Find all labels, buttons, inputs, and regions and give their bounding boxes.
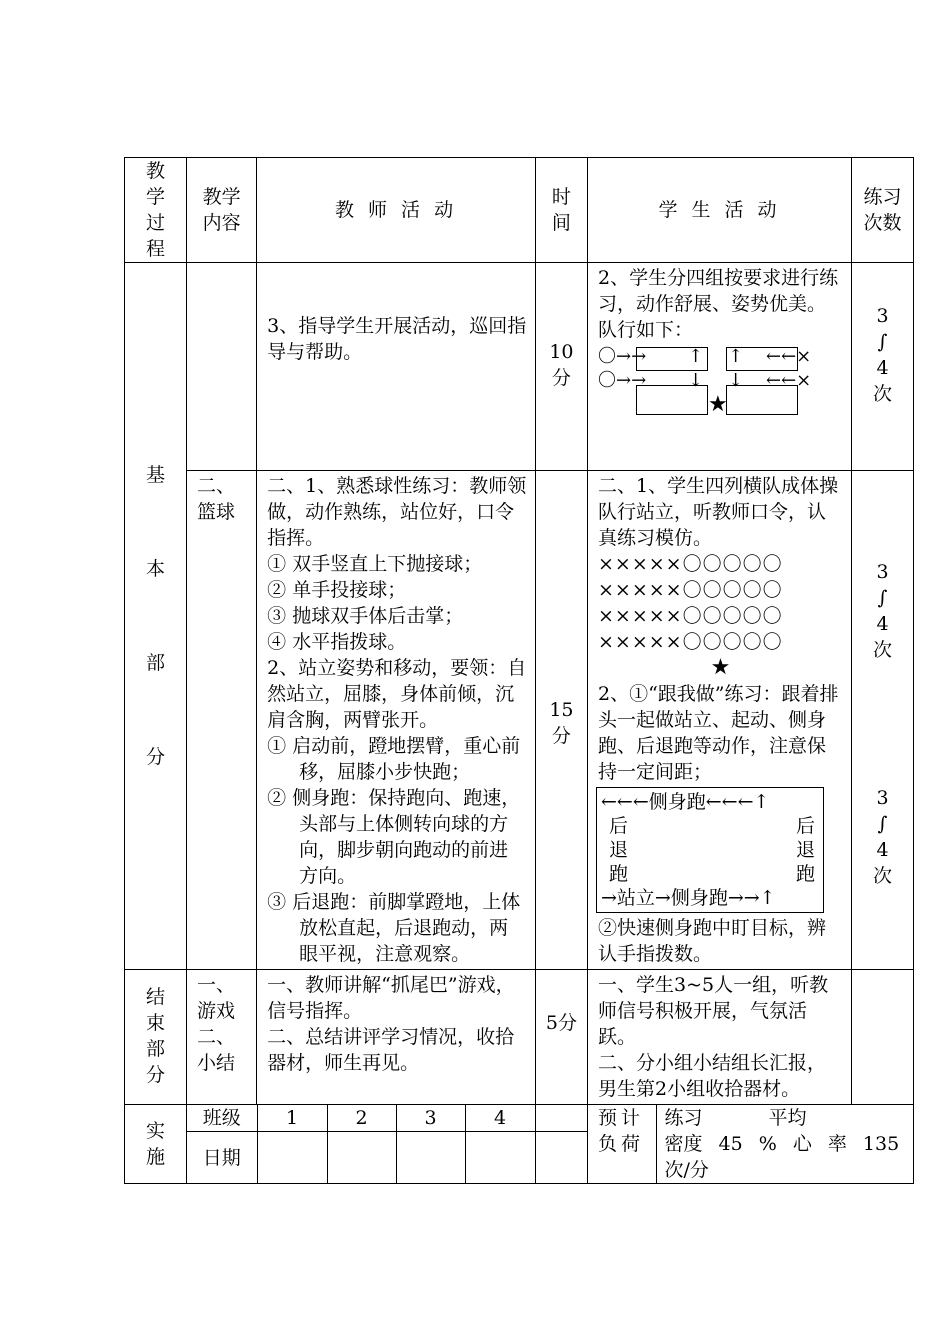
date-cell[interactable] (465, 1132, 535, 1184)
count-char: 3 (876, 787, 889, 809)
diagram-row1-right: ←←× (766, 346, 812, 367)
count-char: ∫ (877, 813, 888, 835)
footer-schedule (187, 1105, 588, 1184)
student-text-3: ②快速侧身跑中盯目标，辨认手指拨数。 (598, 917, 827, 965)
diagram-row1-left: 〇→→ (598, 346, 647, 367)
teacher-item: ④ 水平指拨球。 (267, 631, 407, 653)
main-row1-teacher-text: 3、指导学生开展活动，巡回指导与帮助。 (267, 315, 527, 363)
section-main-label (125, 263, 187, 970)
main-row1-time-text: 10分 (549, 341, 574, 389)
teacher-item: ② 侧身跑：保持跑向、跑速，头部与上体侧转向球的方向，脚步朝向跑动的前进方向。 (267, 787, 521, 887)
main-row2-content-text: 二、篮球 (197, 475, 236, 523)
count-char: 3 (876, 561, 889, 583)
header-count: 练习次数 (852, 158, 914, 263)
main-row2-time (535, 471, 587, 970)
end-label-char: 束 (145, 1012, 165, 1034)
diagram-side-row (601, 814, 819, 838)
count-char: 3 (876, 305, 889, 327)
up-arrow-icon: ↑ (728, 346, 744, 367)
load-text-2: 密度 45 % 心 率 135 (664, 1133, 900, 1155)
diagram-row2-right: ←←× (766, 370, 812, 391)
footer-row (125, 1105, 914, 1184)
diagram-side-right: 跑 (795, 863, 815, 885)
end-content-line: 二、 (197, 1026, 236, 1048)
end-count (852, 970, 914, 1105)
end-content-line: 一、 (197, 974, 236, 996)
class-number: 2 (327, 1105, 396, 1132)
teacher-star-icon: ★ (708, 392, 728, 417)
student-text-2: 2、①“跟我做”练习：跟着排头一起做站立、起动、侧身跑、后退跑等动作，注意保持一定间距； (598, 683, 839, 783)
footer-label-char: 施 (145, 1146, 165, 1168)
end-time (535, 970, 587, 1105)
main-row1-time (535, 263, 587, 471)
end-row (125, 970, 914, 1105)
count-char: 次 (872, 639, 892, 661)
end-teacher-p2: 二、总结讲评学习情况，收拾器材，师生再见。 (267, 1026, 515, 1074)
class-empty (535, 1105, 587, 1132)
formation-row: ×××××〇〇〇〇〇 (598, 631, 783, 653)
up-arrow-icon: ↑ (688, 346, 704, 367)
main-row1-content (187, 263, 257, 471)
main-label-char: 本 (145, 558, 165, 580)
diagram-side-row (601, 862, 819, 886)
footer-load (588, 1105, 914, 1184)
end-student-p2: 二、分小组小结组长汇报，男生第2小组收拾器材。 (598, 1052, 827, 1100)
end-content (187, 970, 257, 1105)
student-intro: 二、1、学生四列横队成体操队行站立，听教师口令，认真练习模仿。 (598, 475, 839, 549)
count-char: 次 (872, 865, 892, 887)
header-student: 学 生 活 动 (588, 158, 852, 263)
main-label-char: 部 (145, 652, 165, 674)
main-label-char: 基 (145, 464, 165, 486)
date-label: 日期 (187, 1132, 257, 1184)
load-label: 预计负荷 (588, 1105, 656, 1183)
section-end-label (125, 970, 187, 1105)
class-number: 1 (257, 1105, 327, 1132)
load-text-1: 练习 平均 (664, 1107, 807, 1129)
formation-row: ×××××〇〇〇〇〇 (598, 605, 783, 627)
main-row-1 (125, 263, 914, 471)
diagram-side-left: 退 (609, 839, 629, 861)
date-cell[interactable] (396, 1132, 465, 1184)
down-arrow-icon: ↓ (688, 370, 704, 391)
load-detail (656, 1105, 913, 1183)
teacher-star-icon: ★ (710, 655, 731, 680)
schedule-table (187, 1105, 587, 1183)
main-row-2 (125, 471, 914, 970)
count-char: 4 (876, 357, 889, 379)
main-row1-count (852, 263, 914, 471)
teacher-intro: 二、1、熟悉球性练习：教师领做，动作熟练，站位好，口令指挥。 (267, 475, 527, 549)
header-content: 教学内容 (187, 158, 257, 263)
main-row1-student-text: 2、学生分四组按要求进行练习，动作舒展、姿势优美。队行如下： (598, 267, 839, 341)
count-char: ∫ (877, 587, 888, 609)
main-row2-count (852, 471, 914, 970)
diagram-side-right: 后 (795, 815, 815, 837)
diagram-bottom: →站立→侧身跑→→↑ (601, 887, 776, 909)
running-diagram (596, 787, 824, 913)
diagram-side-left: 后 (609, 815, 629, 837)
diagram-side-right: 退 (795, 839, 815, 861)
end-teacher (257, 970, 536, 1105)
schedule-date-row (187, 1132, 587, 1184)
down-arrow-icon: ↓ (728, 370, 744, 391)
lesson-plan-table (124, 157, 914, 1184)
teacher-item: ③ 抛球双手体后击掌； (267, 605, 464, 627)
main-row2-student (588, 471, 852, 970)
footer-label (125, 1105, 187, 1184)
load-text-3: 次/分 (664, 1159, 709, 1181)
end-label-char: 部 (145, 1038, 165, 1060)
diagram-top: ←←←侧身跑←←←↑ (601, 791, 770, 813)
teacher-item: ③ 后退跑：前脚掌蹬地，上体放松直起，后退跑动，两眼平视，注意观察。 (267, 891, 521, 965)
formation-row: ×××××〇〇〇〇〇 (598, 579, 783, 601)
count-char: ∫ (877, 331, 888, 353)
end-label-char: 结 (145, 986, 165, 1008)
class-label: 班级 (187, 1105, 257, 1132)
main-label-char: 分 (145, 746, 165, 768)
main-row2-teacher (257, 471, 536, 970)
class-number: 4 (465, 1105, 535, 1132)
footer-label-char: 实 (145, 1120, 165, 1142)
diagram-side-row (601, 838, 819, 862)
count-char: 4 (876, 613, 889, 635)
end-teacher-p1: 一、教师讲解“抓尾巴”游戏，信号指挥。 (267, 974, 515, 1022)
formation-row: ×××××〇〇〇〇〇 (598, 553, 783, 575)
end-student (588, 970, 852, 1105)
teacher-item: ① 启动前，蹬地摆臂，重心前移，屈膝小步快跑； (267, 735, 521, 783)
header-row (125, 158, 914, 263)
formation-diagram-1 (598, 345, 843, 419)
header-process: 教学过程 (125, 158, 187, 263)
schedule-class-row (187, 1105, 587, 1132)
date-cell[interactable] (327, 1132, 396, 1184)
main-row1-teacher (257, 263, 536, 471)
end-content-line: 小结 (197, 1052, 236, 1074)
teacher-item: ② 单手投接球； (267, 579, 407, 601)
count-char: 4 (876, 839, 889, 861)
date-empty (535, 1132, 587, 1184)
end-time-text: 5分 (545, 1012, 577, 1034)
end-label-char: 分 (145, 1064, 165, 1086)
main-row2-content (187, 471, 257, 970)
date-cell[interactable] (257, 1132, 327, 1184)
teacher-item: ① 双手竖直上下抛接球； (267, 553, 483, 575)
end-content-line: 游戏 (197, 1000, 236, 1022)
class-number: 3 (396, 1105, 465, 1132)
count-char: 次 (872, 383, 892, 405)
diagram-row2-left: 〇→→ (598, 370, 647, 391)
end-student-p1: 一、学生3~5人一组，听教师信号积极开展，气氛活跃。 (598, 974, 829, 1048)
teacher-intro-2: 2、站立姿势和移动，要领：自然站立，屈膝，身体前倾，沉肩含胸，两臂张开。 (267, 657, 527, 731)
load-table (588, 1105, 913, 1183)
header-teacher: 教 师 活 动 (257, 158, 536, 263)
main-row1-student (588, 263, 852, 471)
header-time: 时间 (535, 158, 587, 263)
diagram-side-left: 跑 (609, 863, 629, 885)
main-row2-time-text: 15分 (549, 699, 574, 747)
